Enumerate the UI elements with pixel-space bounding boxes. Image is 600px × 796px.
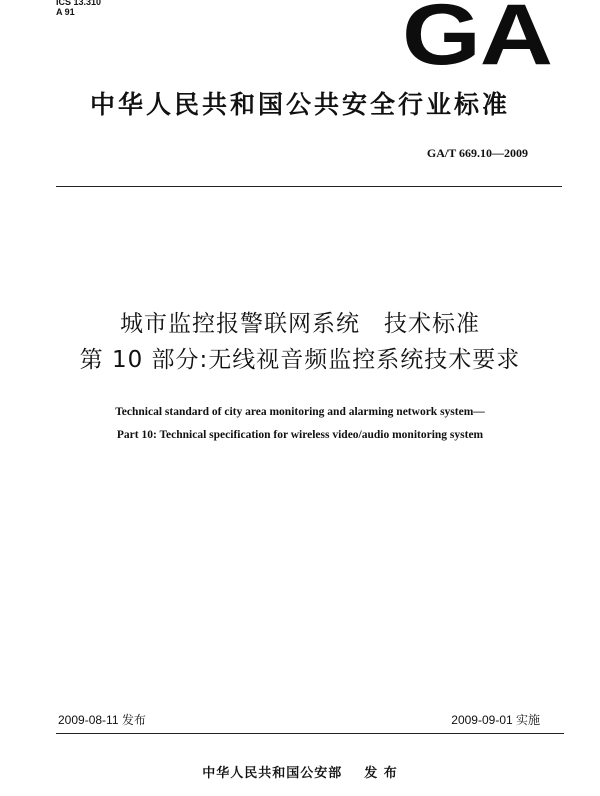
- ga-logo: GA: [402, 0, 552, 83]
- title-en-line-1: Technical standard of city area monitoring and alarming network system—: [115, 406, 485, 418]
- footer-divider: [56, 733, 564, 734]
- title-en-line-2: Part 10: Technical specification for wireless video/audio monitoring system: [116, 429, 484, 441]
- header-divider: [56, 186, 562, 187]
- implementation-date: 2009-09-01 实施: [451, 713, 540, 727]
- issue-date: 2009-08-11 发布: [58, 713, 146, 727]
- issuing-agency-title: 中华人民共和国公共安全行业标准: [89, 90, 510, 119]
- ccs-code: A 91: [56, 7, 75, 17]
- title-zh-line-2: 第 10 部分:无线视音频监控系统技术要求: [79, 347, 521, 373]
- title-zh-line-1: 城市监控报警联网系统 技术标准: [120, 311, 480, 337]
- ics-code: ICS 13.310: [56, 0, 102, 7]
- standard-number: GA/T 669.10—2009: [426, 146, 528, 160]
- publish-label: 发 布: [364, 766, 398, 781]
- publisher-name: 中华人民共和国公安部: [202, 766, 343, 781]
- publisher-line: [0, 766, 600, 782]
